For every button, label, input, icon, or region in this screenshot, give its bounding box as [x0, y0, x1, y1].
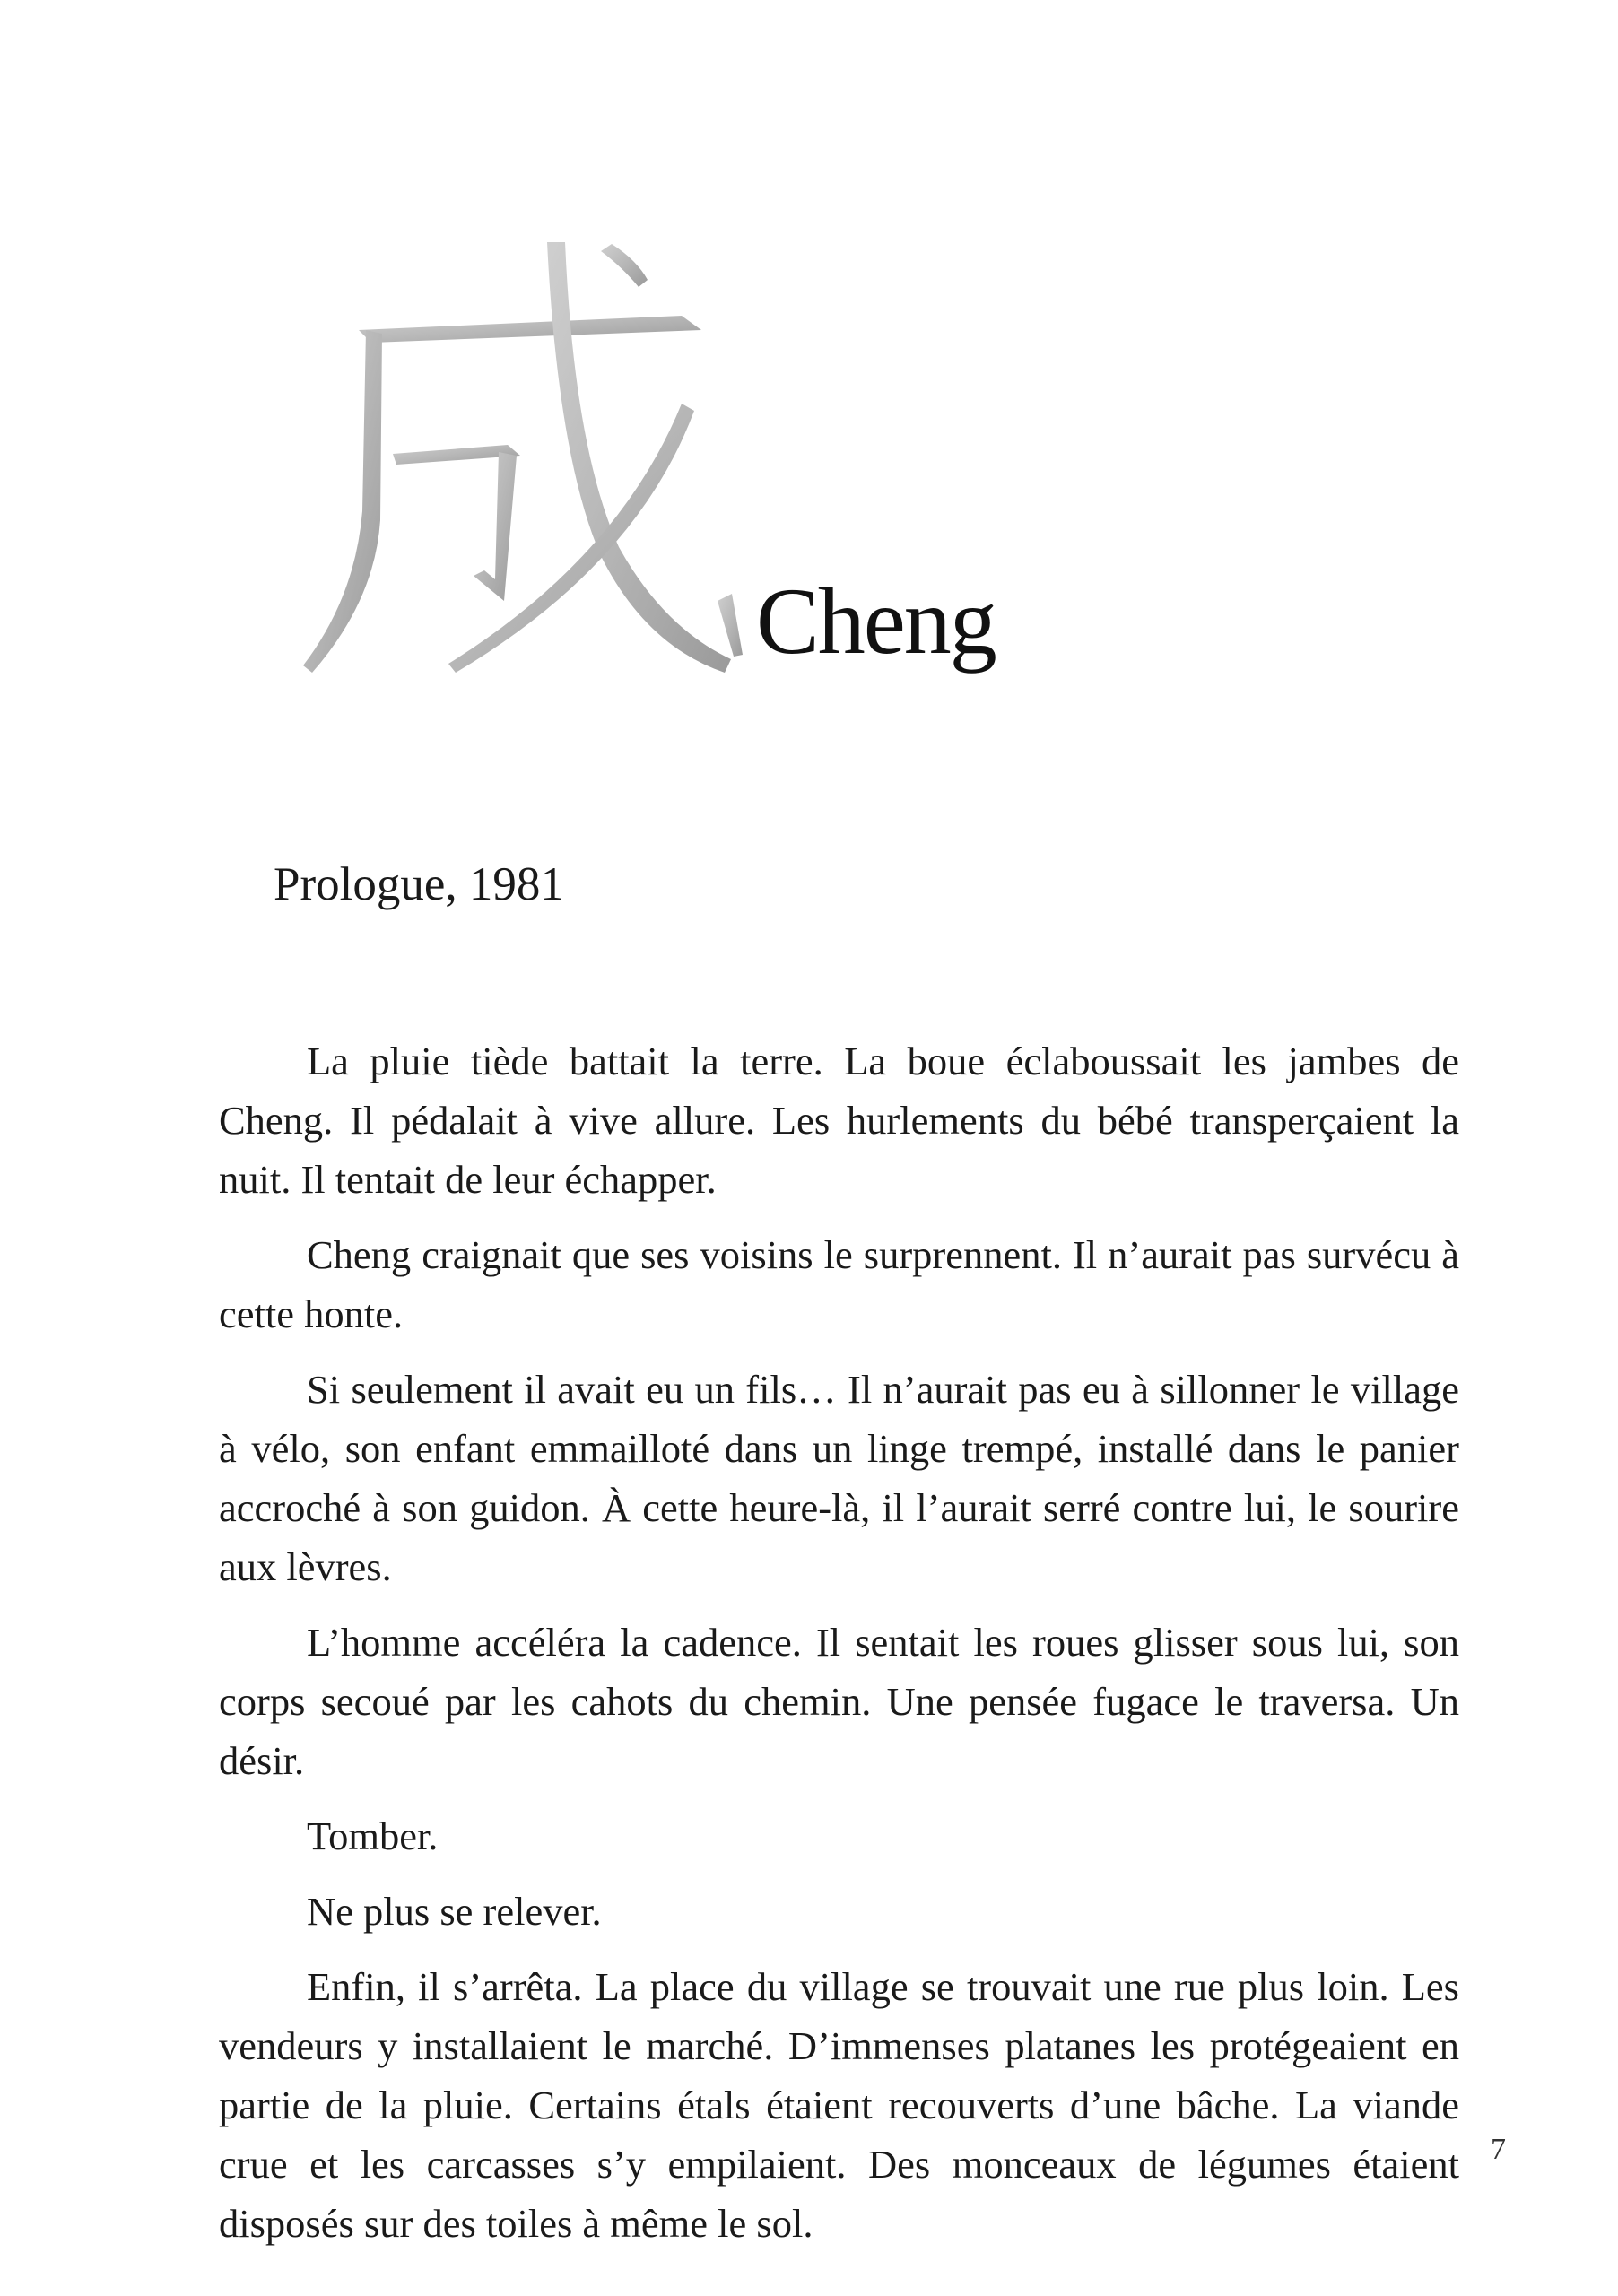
page-number: 7: [1491, 2133, 1506, 2166]
paragraph: Enfin, il s’arrêta. La place du village se trouvait une rue plus loin. Les vendeurs y installaient le marché. D’immenses platanes les protégeaient en partie de la pluie. Certains étals étaient recouverts d’une bâche. La viande crue et les carcasses s’y empilaient. Des monceaux de légumes étaient disposés sur des toiles à même le sol.: [219, 1964, 1459, 2246]
body-text: [219, 1031, 1459, 2269]
paragraph: Cheng craignait que ses voisins le surprennent. Il n’aurait pas survécu à cette honte.: [219, 1232, 1459, 1336]
chapter-name: Cheng: [756, 569, 996, 674]
chapter-glyph-cheng: [296, 224, 744, 691]
paragraph: Si seulement il avait eu un fils… Il n’aurait pas eu à sillonner le village à vélo, son enfant emmailloté dans un linge trempé, installé dans le panier accroché à son guidon. À cette heure-là, il l’aurait serré contre lui, le sourire aux lèvres.: [219, 1367, 1459, 1589]
cheng-hanzi-icon: [296, 224, 744, 691]
paragraph: La pluie tiède battait la terre. La boue éclaboussait les jambes de Cheng. Il pédalait à vive allure. Les hurlements du bébé transperçaient la nuit. Il tentait de leur échapper.: [219, 1039, 1459, 1202]
section-title: Prologue, 1981: [274, 858, 564, 910]
paragraph: Ne plus se relever.: [307, 1889, 602, 1934]
paragraph: L’homme accéléra la cadence. Il sentait les roues glisser sous lui, son corps secoué par les cahots du chemin. Une pensée fugace le traversa. Un désir.: [219, 1620, 1459, 1783]
paragraph: Tomber.: [307, 1813, 439, 1858]
